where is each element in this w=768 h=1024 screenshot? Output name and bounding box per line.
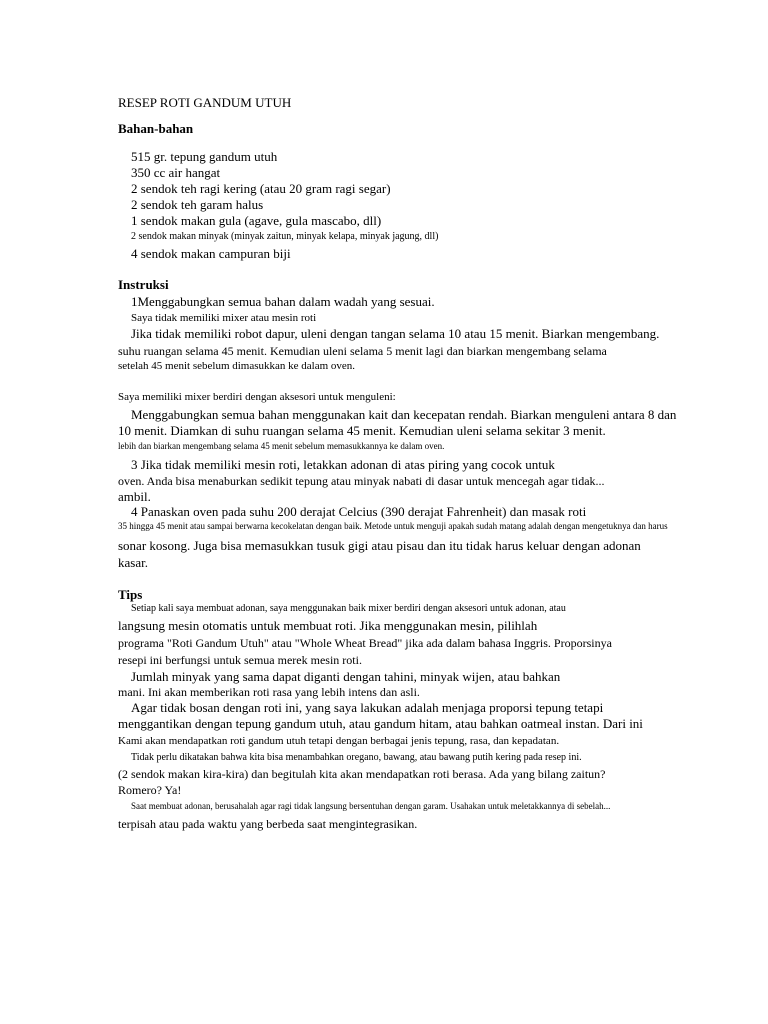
tip-line: Jumlah minyak yang sama dapat diganti dengan tahini, minyak wijen, atau bahkan bbox=[131, 669, 561, 684]
tip-line: terpisah atau pada waktu yang berbeda saat mengintegrasikan. bbox=[118, 817, 418, 831]
tip-line: Tidak perlu dikatakan bahwa kita bisa menambahkan oregano, bawang, atau bawang putih kering pada resep ini. bbox=[131, 752, 582, 763]
instruction-line: Menggabungkan semua bahan menggunakan kait dan kecepatan rendah. Biarkan menguleni antara 8 dan bbox=[131, 407, 677, 422]
instruction-line: suhu ruangan selama 45 menit. Kemudian uleni selama 5 menit lagi dan biarkan mengembang selama bbox=[118, 344, 607, 358]
ingredients-heading: Bahan-bahan bbox=[118, 121, 194, 136]
tip-line: Kami akan mendapatkan roti gandum utuh tetapi dengan berbagai jenis tepung, rasa, dan kepadatan. bbox=[118, 735, 560, 747]
ingredient-item: 2 sendok teh ragi kering (atau 20 gram ragi segar) bbox=[131, 181, 391, 196]
tip-line: menggantikan dengan tepung gandum utuh, atau gandum hitam, atau bahkan oatmeal instan. Dari ini bbox=[118, 716, 643, 731]
instruction-line: 1Menggabungkan semua bahan dalam wadah yang sesuai. bbox=[131, 294, 435, 309]
tip-line: (2 sendok makan kira-kira) dan begitulah kita akan mendapatkan roti berasa. Ada yang bilang zaitun? bbox=[118, 767, 606, 781]
instruction-line: ambil. bbox=[118, 489, 151, 504]
tips-heading: Tips bbox=[118, 587, 143, 602]
instruction-line: 35 hingga 45 menit atau sampai berwarna kecokelatan dengan baik. Metode untuk menguji apakah sudah matang adalah dengan mengetuknya dan harus bbox=[118, 521, 668, 531]
ingredient-item: 2 sendok makan minyak (minyak zaitun, minyak kelapa, minyak jagung, dll) bbox=[131, 231, 439, 242]
instruction-line: lebih dan biarkan mengembang selama 45 menit sebelum memasukkannya ke dalam oven. bbox=[118, 441, 445, 451]
instruction-line: 3 Jika tidak memiliki mesin roti, letakkan adonan di atas piring yang cocok untuk bbox=[131, 457, 555, 472]
instruction-line: 10 menit. Diamkan di suhu ruangan selama 45 menit. Kemudian uleni selama sekitar 3 menit. bbox=[118, 423, 606, 438]
instructions-heading: Instruksi bbox=[118, 277, 169, 292]
ingredient-item: 1 sendok makan gula (agave, gula mascabo, dll) bbox=[131, 213, 382, 228]
ingredient-item: 515 gr. tepung gandum utuh bbox=[131, 149, 278, 164]
instruction-line: oven. Anda bisa menaburkan sedikit tepung atau minyak nabati di dasar untuk mencegah agar tidak... bbox=[118, 474, 605, 488]
instruction-line: setelah 45 menit sebelum dimasukkan ke dalam oven. bbox=[118, 360, 356, 372]
ingredient-item: 2 sendok teh garam halus bbox=[131, 197, 264, 212]
instruction-line: kasar. bbox=[118, 555, 148, 570]
instruction-line: 4 Panaskan oven pada suhu 200 derajat Celcius (390 derajat Fahrenheit) dan masak roti bbox=[131, 504, 587, 519]
ingredient-item: 350 cc air hangat bbox=[131, 165, 221, 180]
tip-line: mani. Ini akan memberikan roti rasa yang lebih intens dan asli. bbox=[118, 685, 420, 699]
tip-line: programa "Roti Gandum Utuh" atau "Whole Wheat Bread" jika ada dalam bahasa Inggris. Proporsinya bbox=[118, 636, 612, 650]
tip-line: Agar tidak bosan dengan roti ini, yang saya lakukan adalah menjaga proporsi tepung tetapi bbox=[131, 700, 604, 715]
instruction-line: Saya tidak memiliki mixer atau mesin roti bbox=[131, 312, 317, 324]
instruction-line: Jika tidak memiliki robot dapur, uleni dengan tangan selama 10 atau 15 menit. Biarkan mengembang. bbox=[131, 326, 660, 341]
instruction-line: sonar kosong. Juga bisa memasukkan tusuk gigi atau pisau dan itu tidak harus keluar dengan adonan bbox=[118, 538, 641, 553]
ingredient-item: 4 sendok makan campuran biji bbox=[131, 246, 291, 261]
tip-line: Romero? Ya! bbox=[118, 783, 182, 797]
tip-line: langsung mesin otomatis untuk membuat roti. Jika menggunakan mesin, pilihlah bbox=[118, 618, 538, 633]
instruction-line: Saya memiliki mixer berdiri dengan aksesori untuk menguleni: bbox=[118, 391, 396, 403]
tip-line: Saat membuat adonan, berusahalah agar ragi tidak langsung bersentuhan dengan garam. Usahakan untuk meletakkannya di sebelah... bbox=[131, 801, 611, 811]
tip-line: Setiap kali saya membuat adonan, saya menggunakan baik mixer berdiri dengan aksesori untuk adonan, atau bbox=[131, 603, 566, 614]
recipe-title: RESEP ROTI GANDUM UTUH bbox=[118, 95, 292, 110]
tip-line: resepi ini berfungsi untuk semua merek mesin roti. bbox=[118, 653, 362, 667]
